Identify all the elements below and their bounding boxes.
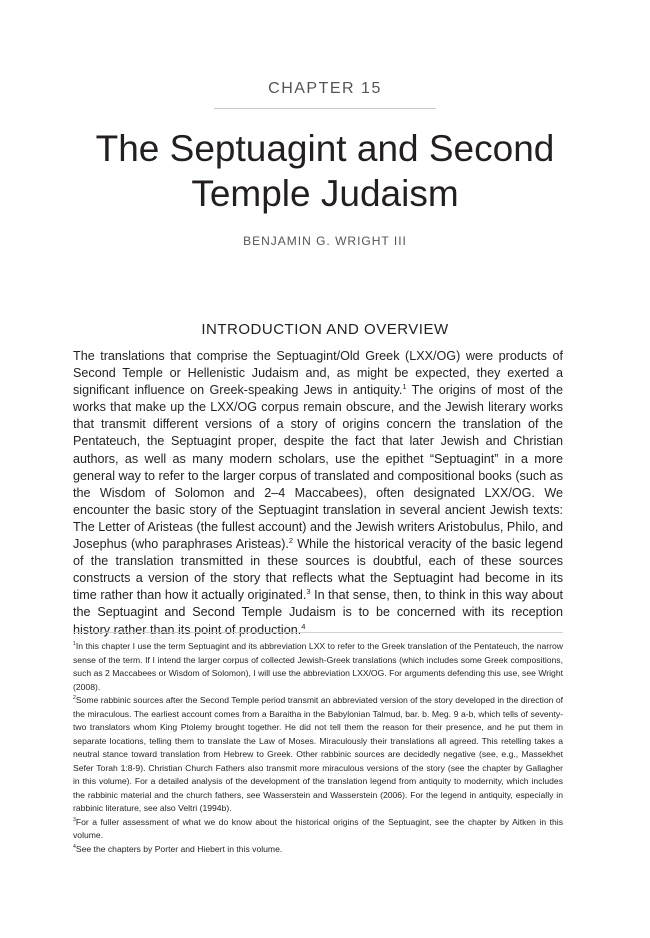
footnote-number: 2 xyxy=(73,695,76,702)
footnote xyxy=(73,640,563,694)
author-name: BENJAMIN G. WRIGHT III xyxy=(243,234,407,248)
footnote xyxy=(73,816,563,843)
footnote-number: 1 xyxy=(73,641,76,648)
body-text-segment: In that sense, then, to think in this way about the Septuagint and Second Temple Judaism is to be concerned with its reception history rather than its point of production. xyxy=(73,588,564,637)
footnote-ref[interactable]: 2 xyxy=(288,535,294,545)
body-text-segment: The translations that comprise the Septuagint/Old Greek (LXX/OG) were products of Second Temple or Hellenistic Judaism and, as might be expected, they exerted a significant influence on Greek-speaking Jews in antiquity. xyxy=(73,349,563,398)
body-text-segment: The origins of most of the works that make up the LXX/OG corpus remain obscure, and the Jewish literary works that transmit different versions of a story of origins concern the translation of the Pentateuch, the Septuagint proper, despite the fact that later Jewish and Christian authors, as well as many modern scholars, use the epithet “Septuagint” in a more general way to refer to the larger corpus of translated and compositional books (such as the Wisdom of Solomon and 2–4 Maccabees), often designated LXX/OG. We encounter the basic story of the Septuagint translation in several ancient Jewish texts: The Letter of Aristeas (the fullest account) and the Jewish writers Aristobulus, Philo, and Josephus (who paraphrases Aristeas). xyxy=(73,383,564,552)
footnote-number: 3 xyxy=(73,816,76,823)
chapter-label: CHAPTER 15 xyxy=(268,80,382,97)
footnote-number: 4 xyxy=(73,843,76,850)
footnote-divider xyxy=(73,632,563,633)
section-heading: INTRODUCTION AND OVERVIEW xyxy=(201,321,449,338)
body-paragraph xyxy=(73,348,563,639)
chapter-divider xyxy=(214,108,436,109)
footnote xyxy=(73,694,563,816)
footnote-text: Some rabbinic sources after the Second Temple period transmit an abbreviated version of the story developed in the direction of the miraculous. The earliest account comes from a Baraitha in the Babylonian Talmud, bar. b. Meg. 9 a-b, which tells of seventy-two translators whom King Ptolemy brought together. He did not tell them the reason for their presence, and he put them in separate locations, telling them to translate the Law of Moses. Miraculously their translations all agreed. This retelling takes a neutral stance toward translation from Hebrew to Greek. Other rabbinic sources are decidedly negative (see, e.g., Massekhet Sefer Torah 1:8-9). Christian Church Fathers also transmit more miraculous versions of the story (see the chapter by Gallagher in this volume). For a detailed analysis of the development of the translation legend from antiquity to modernity, which includes the rabbinic material and the church fathers, see Wasserstein and Wasserstein (2006). For the legend in antiquity, especially in rabbinic literature, see also Veltri (1994b). xyxy=(73,695,563,813)
body-text-segment: While the historical veracity of the basic legend of the translation transmitted in these sources is doubtful, each of these sources constructs a version of the story that reflects what the Septuagint had become in its time rather than how it actually originated. xyxy=(73,537,563,603)
footnote-ref[interactable]: 1 xyxy=(402,382,407,391)
footnote-ref[interactable]: 4 xyxy=(301,621,306,631)
footnote-text: See the chapters by Porter and Hiebert in this volume. xyxy=(75,843,283,854)
footnote-ref[interactable]: 3 xyxy=(306,587,311,597)
footnote-text: In this chapter I use the term Septuagint and its abbreviation LXX to refer to the Greek translation of the Pentateuch, the narrow sense of the term. If I intend the larger corpus of collected Jewish-Greek translations (which includes some Greek compositions, such as 2 Maccabees or Wisdom of Solomon), I will use the abbreviation LXX/OG. For arguments defending this use, see Wright (2008). xyxy=(73,641,563,692)
chapter-title: The Septuagint and Second Temple Judaism xyxy=(95,128,555,214)
footnote-text: For a fuller assessment of what we do know about the historical origins of the Septuagint, see the chapter by Aitken in this volume. xyxy=(73,816,563,840)
footnote xyxy=(73,843,563,857)
footnotes xyxy=(73,640,563,856)
